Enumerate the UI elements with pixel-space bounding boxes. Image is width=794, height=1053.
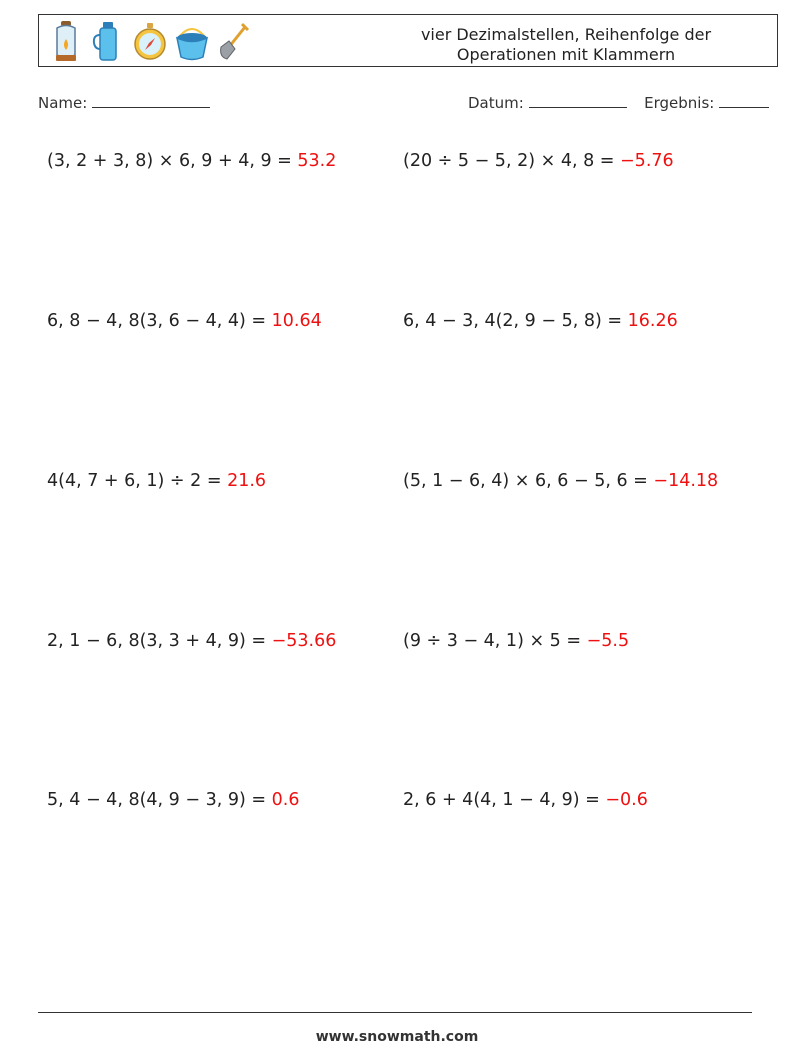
problem-5 xyxy=(47,471,266,491)
problem-expression: (3, 2 + 3, 8) × 6, 9 + 4, 9 = xyxy=(47,151,292,171)
problem-1 xyxy=(47,151,336,171)
icon-strip xyxy=(47,19,253,63)
problem-answer: −5.5 xyxy=(586,631,630,651)
problem-answer: 0.6 xyxy=(271,790,300,810)
bucket-icon xyxy=(173,19,211,63)
problem-expression: 6, 4 − 3, 4(2, 9 − 5, 8) = xyxy=(403,311,623,331)
problem-10 xyxy=(403,790,648,810)
date-label: Datum: xyxy=(468,94,524,112)
shovel-icon xyxy=(215,19,253,63)
name-line[interactable] xyxy=(92,92,210,108)
result-line[interactable] xyxy=(719,92,769,108)
problem-answer: 21.6 xyxy=(227,471,267,491)
title-line-1: vier Dezimalstellen, Reihenfolge der xyxy=(420,25,712,44)
problem-answer: −14.18 xyxy=(653,471,719,491)
worksheet-title xyxy=(401,25,731,65)
compass-icon xyxy=(131,19,169,63)
lantern-icon xyxy=(47,19,85,63)
problem-expression: (5, 1 − 6, 4) × 6, 6 − 5, 6 = xyxy=(403,471,648,491)
problem-answer: −53.66 xyxy=(271,631,337,651)
thermos-icon xyxy=(89,19,127,63)
date-line[interactable] xyxy=(529,92,627,108)
problem-expression: 6, 8 − 4, 8(3, 6 − 4, 4) = xyxy=(47,311,267,331)
title-line-2: Operationen mit Klammern xyxy=(456,45,676,64)
problem-expression: 5, 4 − 4, 8(4, 9 − 3, 9) = xyxy=(47,790,267,810)
problem-2 xyxy=(403,151,674,171)
problem-9 xyxy=(47,790,299,810)
problem-answer: 16.26 xyxy=(627,311,678,331)
footer-divider xyxy=(38,1012,752,1013)
problem-expression: 2, 1 − 6, 8(3, 3 + 4, 9) = xyxy=(47,631,267,651)
problem-expression: 2, 6 + 4(4, 1 − 4, 9) = xyxy=(403,790,600,810)
problem-expression: (9 ÷ 3 − 4, 1) × 5 = xyxy=(403,631,582,651)
result-label: Ergebnis: xyxy=(644,94,715,112)
problem-answer: 10.64 xyxy=(271,311,322,331)
name-field xyxy=(38,92,210,112)
footer-url: www.snowmath.com xyxy=(315,1029,479,1045)
problem-6 xyxy=(403,471,718,491)
problem-3 xyxy=(47,311,322,331)
problem-expression: 4(4, 7 + 6, 1) ÷ 2 = xyxy=(47,471,222,491)
problem-7 xyxy=(47,631,336,651)
date-field xyxy=(468,92,769,112)
problem-8 xyxy=(403,631,629,651)
problem-answer: −5.76 xyxy=(620,151,674,171)
header-box xyxy=(38,14,778,67)
problem-answer: 53.2 xyxy=(297,151,337,171)
problem-answer: −0.6 xyxy=(605,790,648,810)
problem-4 xyxy=(403,311,678,331)
problem-expression: (20 ÷ 5 − 5, 2) × 4, 8 = xyxy=(403,151,615,171)
name-label: Name: xyxy=(38,94,88,112)
